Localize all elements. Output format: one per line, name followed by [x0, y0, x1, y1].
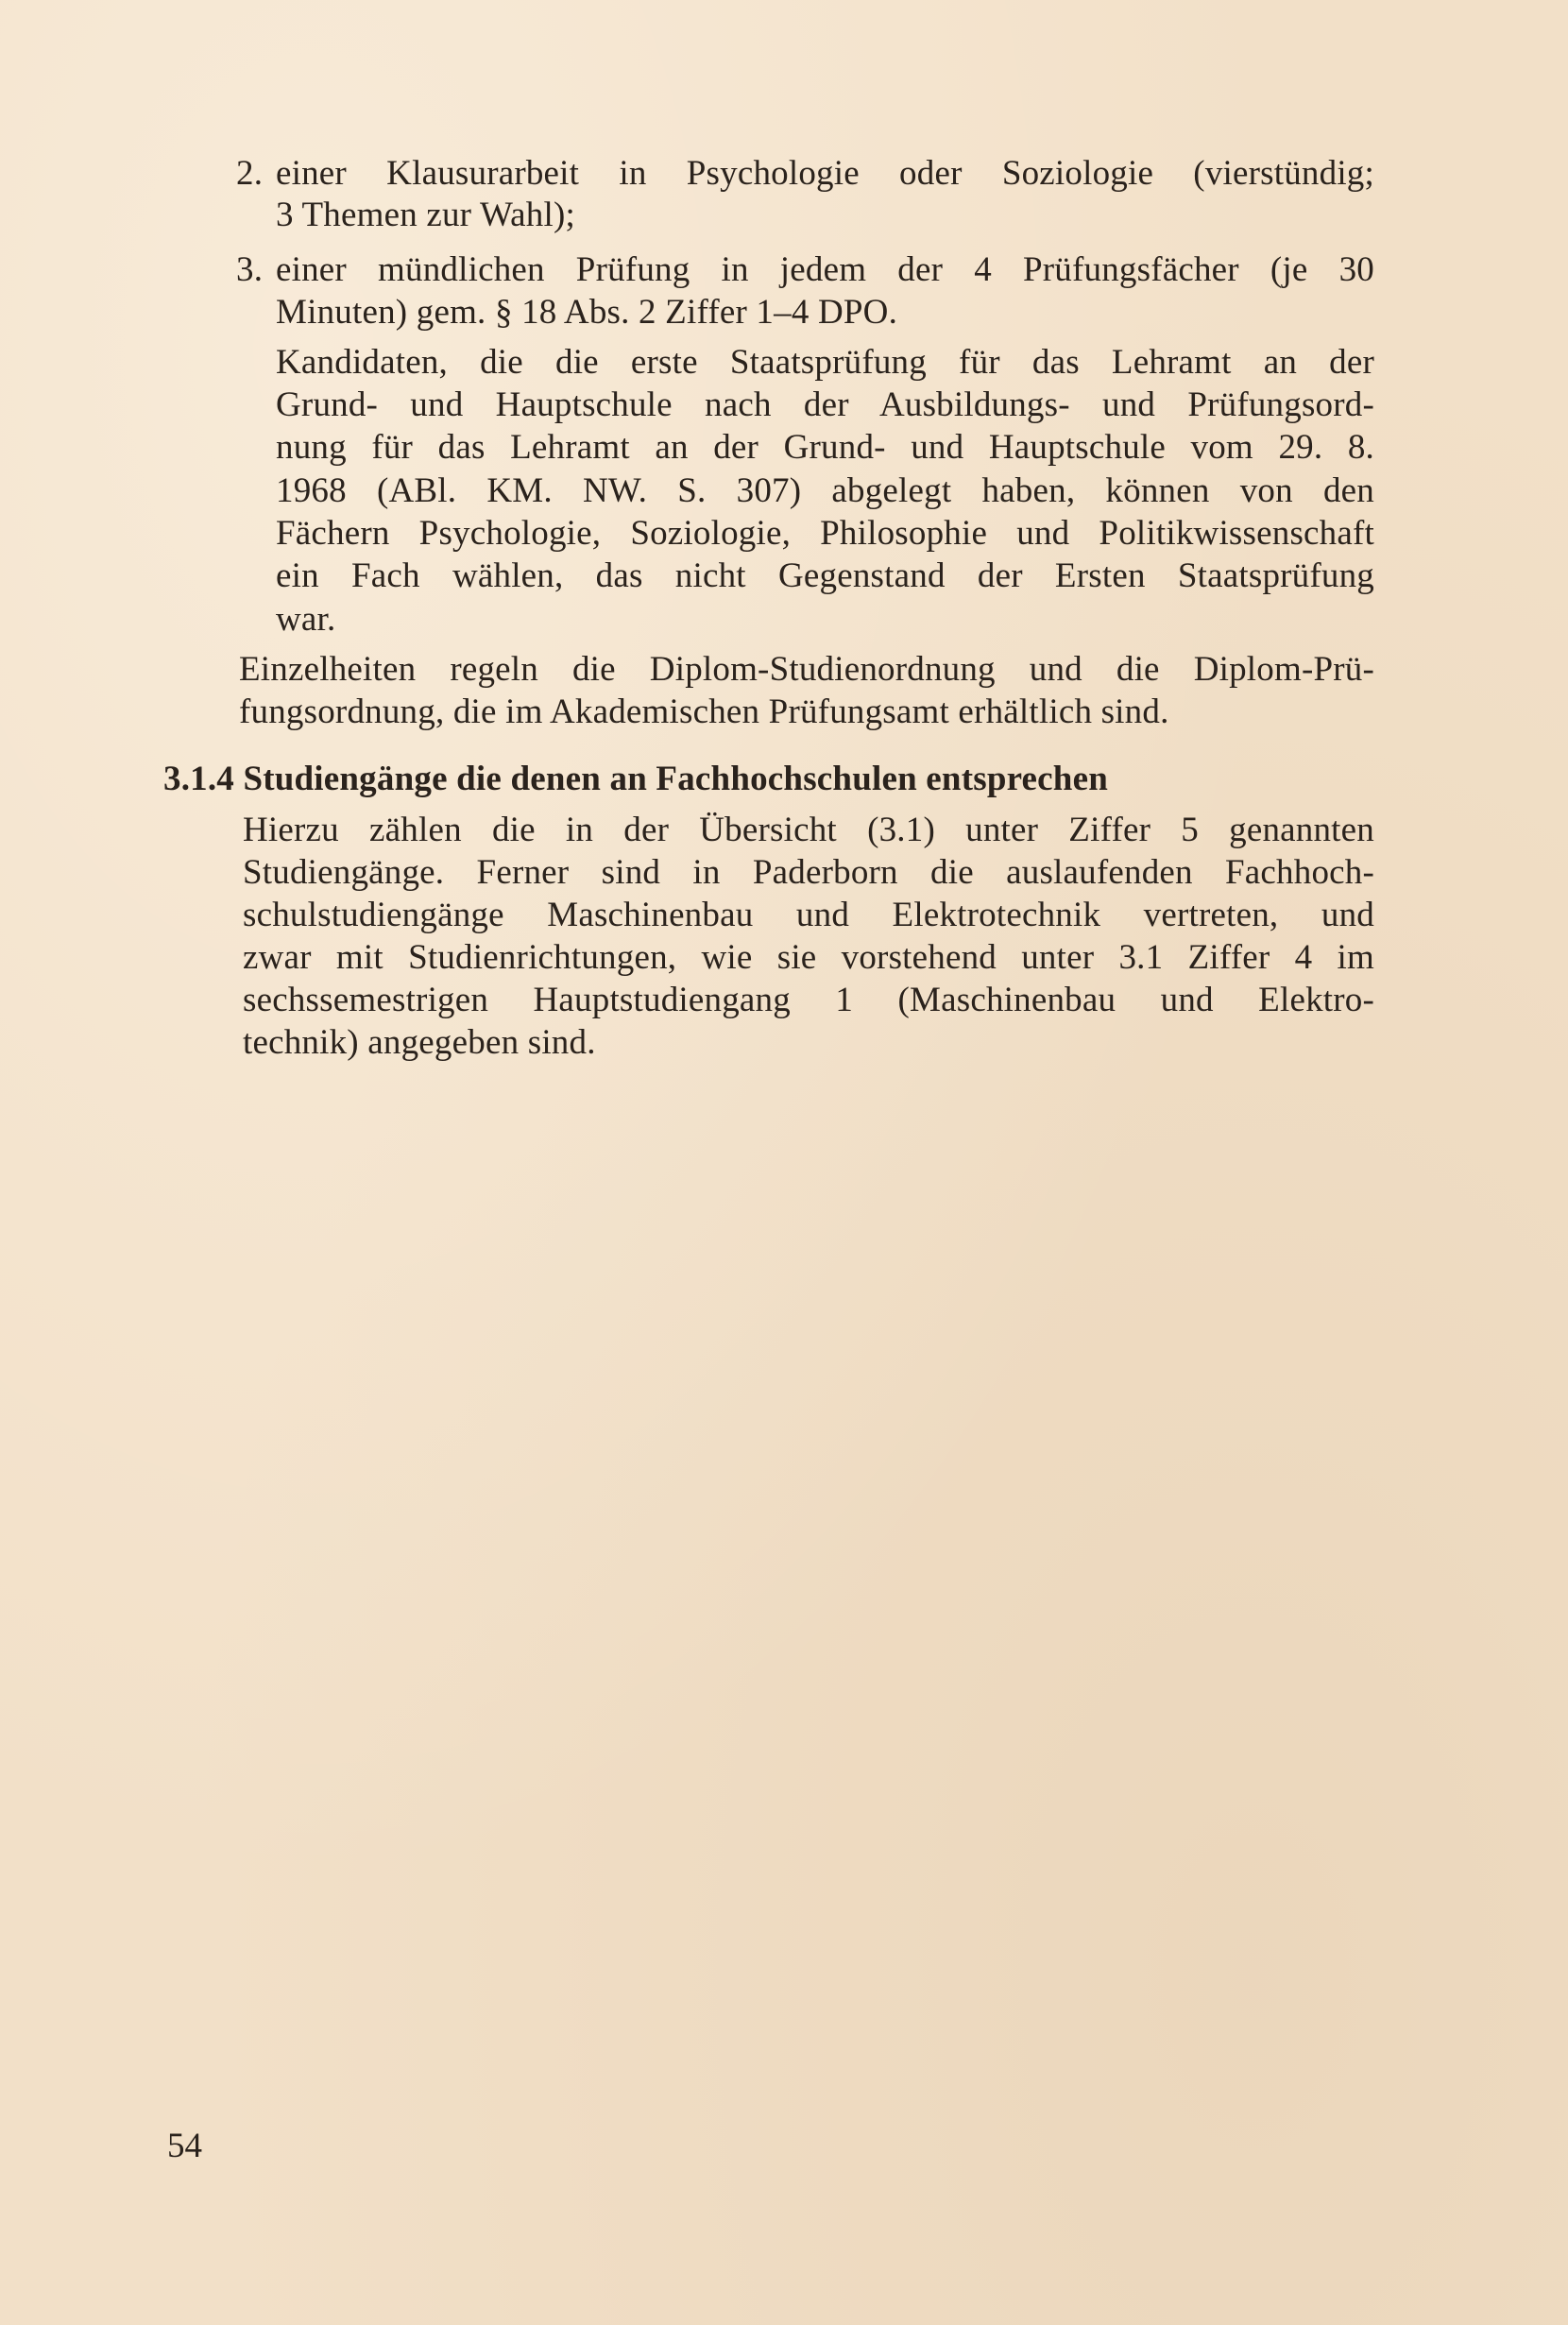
list-item-2-line-2: 3 Themen zur Wahl); — [276, 196, 575, 234]
list-item-3-line-2: Minuten) gem. § 18 Abs. 2 Ziffer 1–4 DPO. — [276, 293, 898, 332]
section-body-line: sechssemestrigen Hauptstudiengang 1 (Maschinenbau und Elektro- — [243, 981, 1374, 1019]
candidates-paragraph-line: war. — [276, 600, 336, 639]
section-body-line: zwar mit Studienrichtungen, wie sie vorstehend unter 3.1 Ziffer 4 im — [243, 938, 1374, 977]
section-title: Studiengänge die denen an Fachhochschulen entsprechen — [243, 760, 1108, 798]
candidates-paragraph-line: Grund- und Hauptschule nach der Ausbildungs- und Prüfungsord- — [276, 385, 1374, 424]
section-body-line: Hierzu zählen die in der Übersicht (3.1) unter Ziffer 5 genannten — [243, 811, 1374, 849]
candidates-paragraph-line: 1968 (ABl. KM. NW. S. 307) abgelegt haben, können von den — [276, 471, 1374, 510]
section-body-line: technik) angegeben sind. — [243, 1023, 596, 1062]
list-item-number: 3. — [236, 250, 264, 289]
section-body-line: Studiengänge. Ferner sind in Paderborn die auslaufenden Fachhoch- — [243, 853, 1374, 892]
candidates-paragraph-line: Fächern Psychologie, Soziologie, Philosophie und Politikwissenschaft — [276, 514, 1374, 553]
list-item-2-line-1 — [236, 152, 1374, 196]
list-item-number: 2. — [236, 154, 264, 193]
candidates-paragraph-line: ein Fach wählen, das nicht Gegenstand der Ersten Staatsprüfung — [276, 556, 1374, 595]
list-item-text: einer mündlichen Prüfung in jedem der 4 Prüfungsfächer (je 30 — [276, 250, 1374, 289]
list-item-3-line-1 — [236, 248, 1374, 292]
candidates-paragraph-line: nung für das Lehramt an der Grund- und Hauptschule vom 29. 8. — [276, 428, 1374, 467]
list-item-text: einer Klausurarbeit in Psychologie oder Soziologie (vierstündig; — [276, 154, 1374, 193]
section-heading — [163, 758, 1108, 801]
section-number: 3.1.4 — [163, 760, 234, 798]
page-number: 54 — [167, 2127, 202, 2165]
section-body-line: schulstudiengänge Maschinenbau und Elektrotechnik vertreten, und — [243, 896, 1374, 934]
details-paragraph-line: Einzelheiten regeln die Diplom-Studienordnung und die Diplom-Prü- — [239, 650, 1374, 689]
details-paragraph-line: fungsordnung, die im Akademischen Prüfungsamt erhältlich sind. — [239, 692, 1169, 731]
candidates-paragraph-line: Kandidaten, die die erste Staatsprüfung für das Lehramt an der — [276, 343, 1374, 382]
